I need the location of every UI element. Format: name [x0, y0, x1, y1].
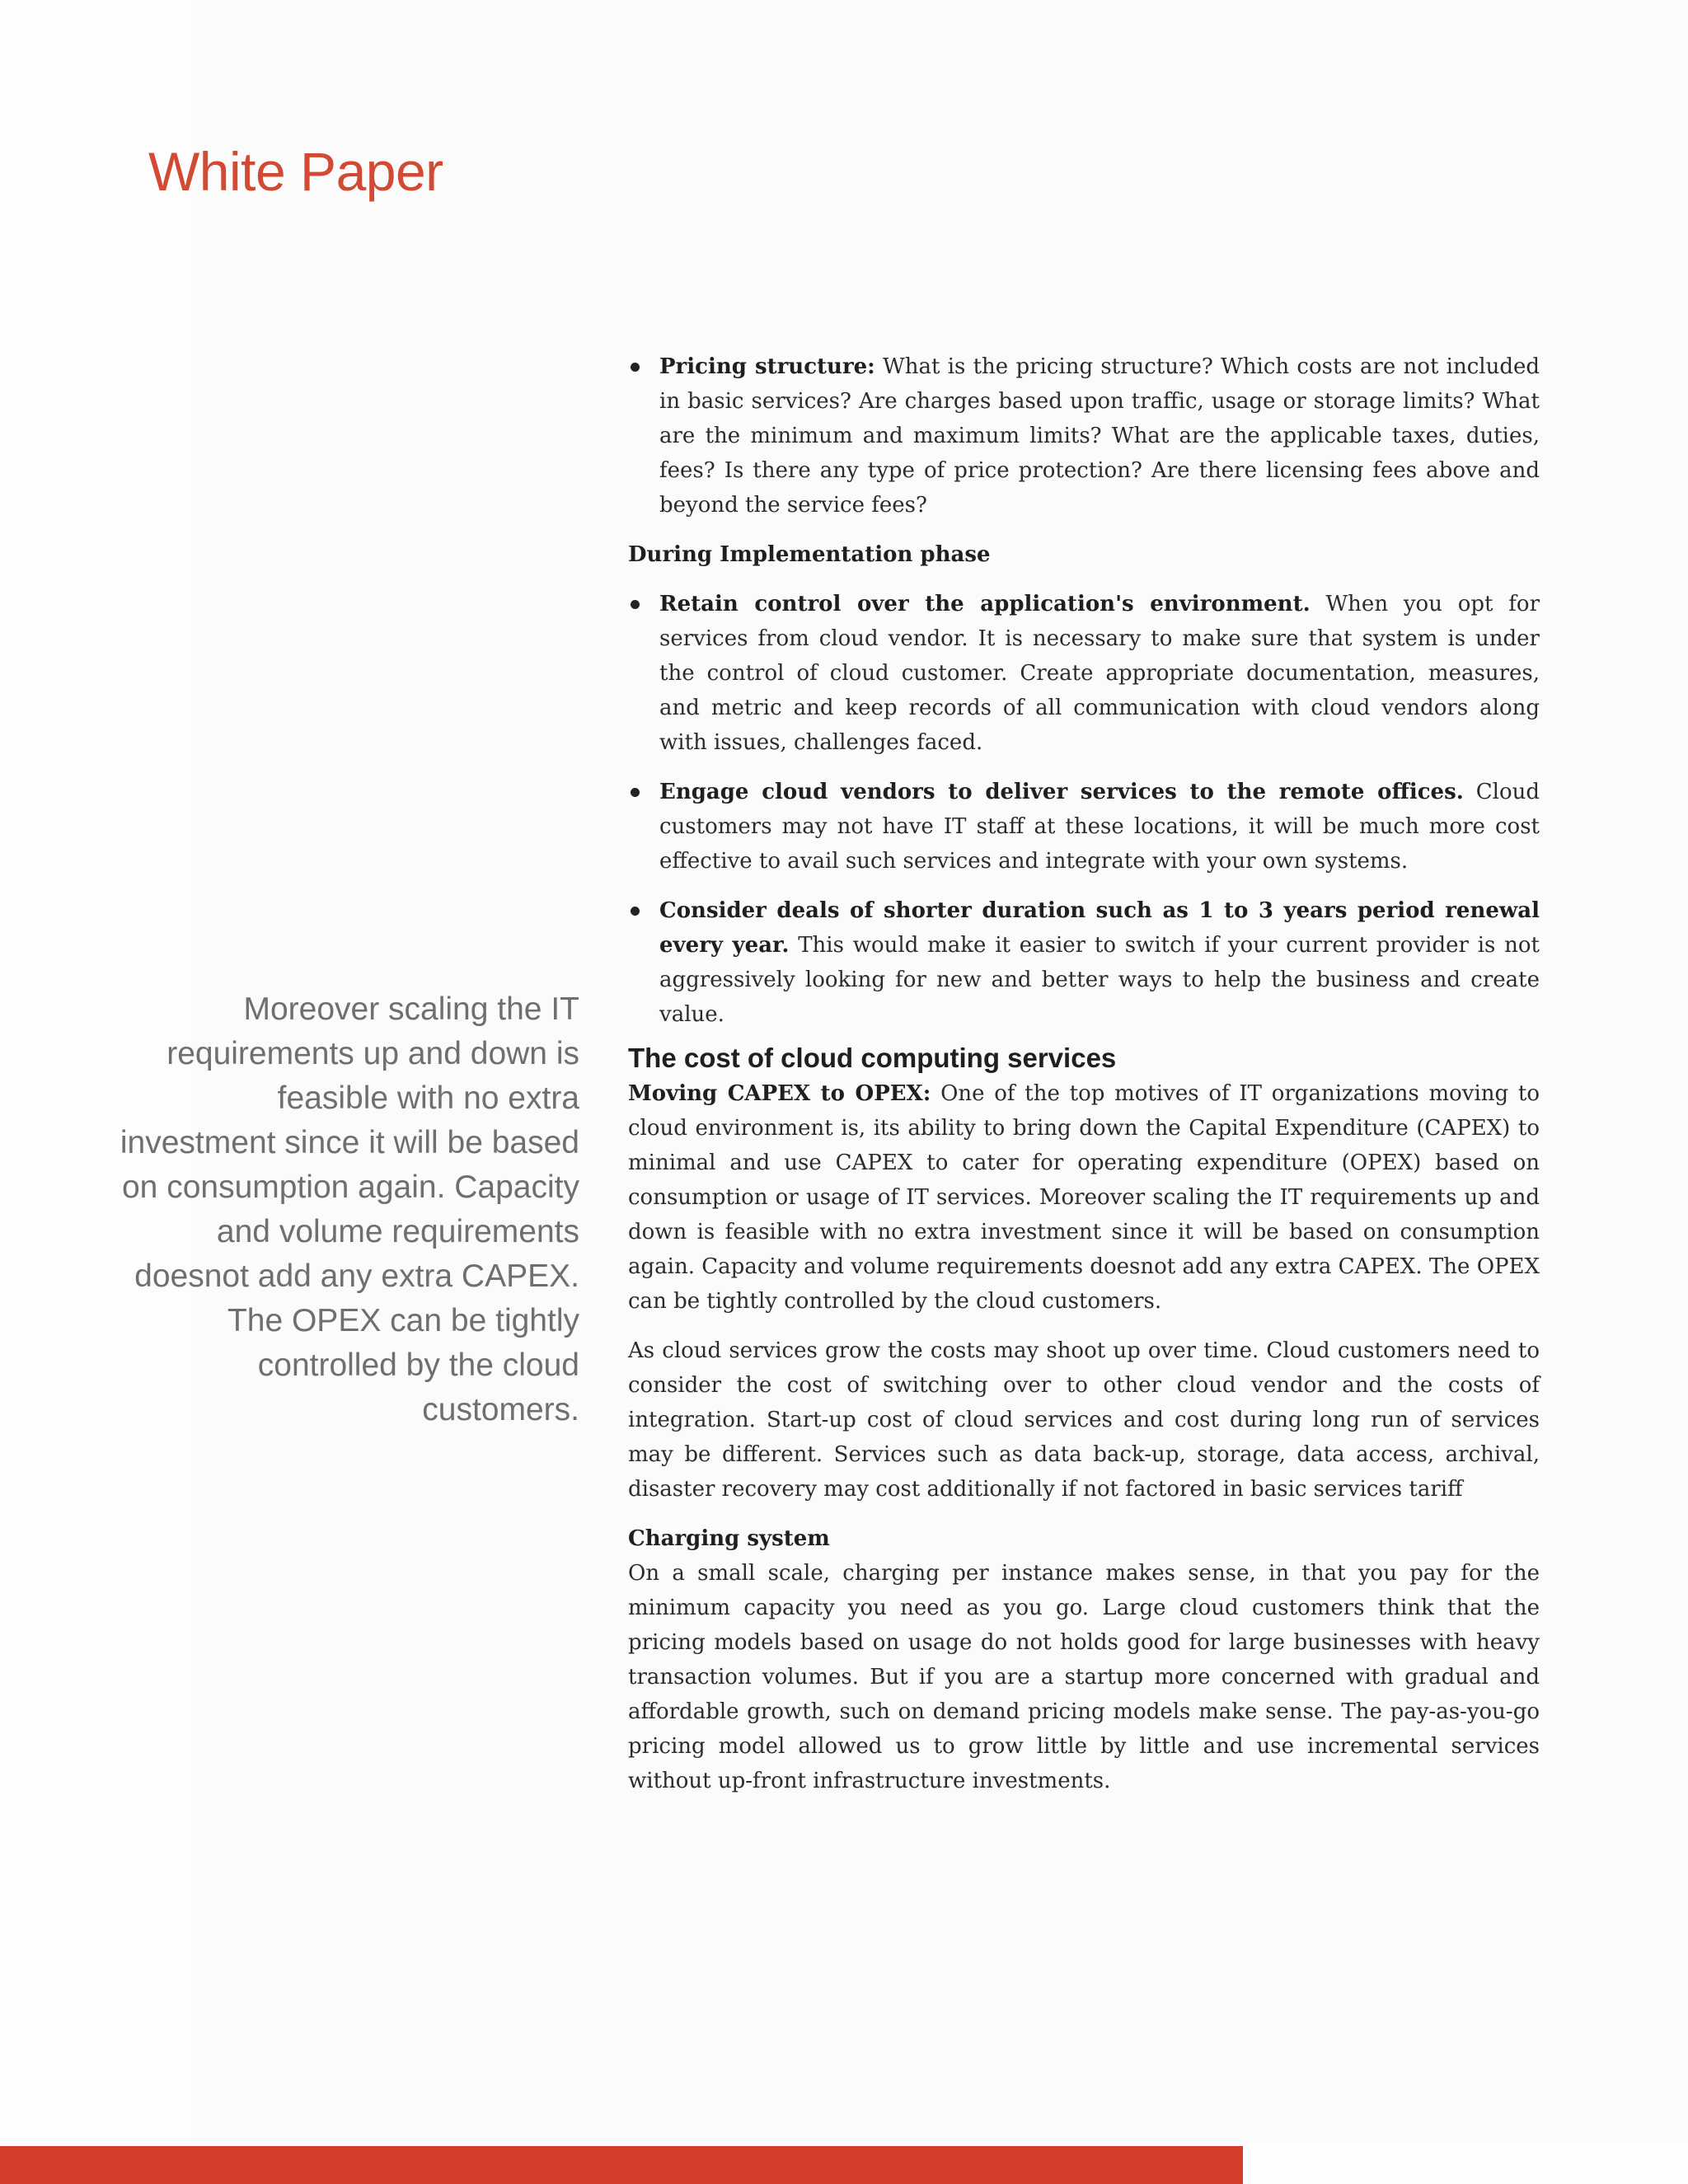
bullet-text: What is the pricing structure? Which costs are not included in basic services? Are charges based upon traffic, usage or storage limits? What are the minimum and maximum limits? What are the applicable taxes, duties, fees? Is there any type of price protection? Are there licensing fees above and beyond the service fees? — [659, 354, 1540, 518]
bullet-icon — [631, 363, 640, 372]
cost-section-heading: The cost of cloud computing services — [628, 1043, 1117, 1073]
bullet-icon — [631, 907, 640, 916]
bullet-item-retain-control — [628, 587, 1540, 760]
bullet-item-shorter-deals — [628, 893, 1540, 1032]
bullet-item-engage-vendors — [628, 775, 1540, 879]
capex-bold-label: Moving CAPEX to OPEX: — [628, 1081, 931, 1106]
bullet-bold-label: Retain control over the application's environment. — [659, 592, 1311, 616]
charging-paragraph: On a small scale, charging per instance makes sense, in that you pay for the minimum capacity you need as you go. Large cloud customers think that the pricing models based on usage do not holds good for large businesses with heavy transaction volumes. But if you are a startup more concerned with gradual and affordable growth, such on demand pricing models make sense. The pay-as-you-go pricing model allowed us to grow little by little and use incremental services without up-front infrastructure investments. — [628, 1561, 1540, 1793]
bullet-item-pricing-structure — [628, 349, 1540, 523]
bullet-icon — [631, 600, 640, 609]
capex-paragraph — [628, 1076, 1540, 1319]
main-content-column — [628, 349, 1540, 1813]
bullet-bold-label: Consider deals of shorter duration such as 1 to 3 years period renewal every year. — [659, 898, 1540, 958]
bullet-text: When you opt for services from cloud vendor. It is necessary to make sure that system is under the control of cloud customer. Create appropriate documentation, measures, and metric and keep records of all communication with cloud vendors along with issues, challenges faced. — [659, 592, 1540, 755]
implementation-phase-heading: During Implementation phase — [628, 542, 991, 567]
growth-paragraph: As cloud services grow the costs may shoot up over time. Cloud customers need to consider the cost of switching over to other cloud vendor and the costs of integration. Start-up cost of cloud services and cost during long run of services may be different. Services such as data back-up, storage, data access, archival, disaster recovery may cost additionally if not factored in basic services tariff — [628, 1338, 1540, 1502]
pull-quote: Moreover scaling the IT requirements up and down is feasible with no extra investment since it will be based on consumption again. Capacity and volume requirements doesnot add any extra CAPEX. The OPEX can be tightly controlled by the cloud customers. — [120, 991, 579, 1427]
pricing-list — [628, 349, 1540, 523]
bullet-text: Cloud customers may not have IT staff at these locations, it will be much more cost effective to avail such services and integrate with your own systems. — [659, 780, 1540, 874]
charging-system-heading: Charging system — [628, 1526, 830, 1551]
implementation-list — [628, 587, 1540, 1032]
document-header-title: White Paper — [148, 141, 443, 202]
bullet-bold-label: Engage cloud vendors to deliver services to the remote offices. — [659, 780, 1464, 804]
bullet-bold-label: Pricing structure: — [659, 354, 875, 379]
bullet-text: This would make it easier to switch if your current provider is not aggressively looking for new and better ways to help the business and create value. — [659, 933, 1540, 1027]
bullet-icon — [631, 788, 640, 797]
capex-text: One of the top motives of IT organizations moving to cloud environment is, its ability to bring down the Capital Expenditure (CAPEX) to minimal and use CAPEX to cater for operating expenditure (OPEX) based on consumption or usage of IT services. Moreover scaling the IT requirements up and down is feasible with no extra investment since it will be based on consumption again. Capacity and volume requirements doesnot add any extra CAPEX. The OPEX can be tightly controlled by the cloud customers. — [628, 1081, 1540, 1314]
footer-accent-bar — [0, 2146, 1243, 2184]
